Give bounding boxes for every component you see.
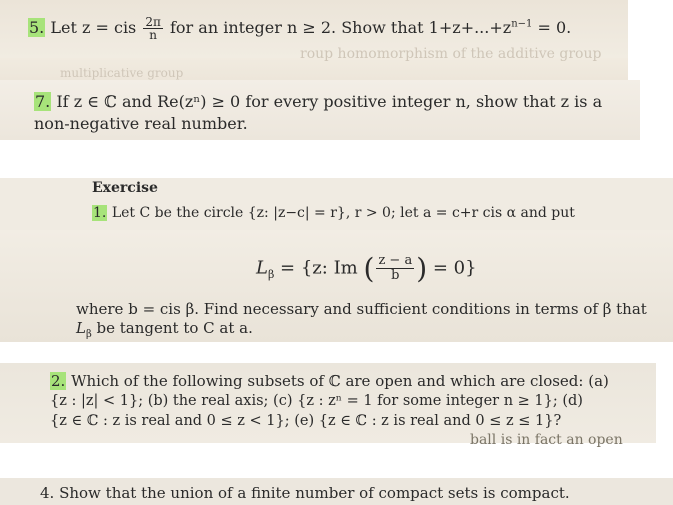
problem-5-tail: = 0. bbox=[532, 18, 572, 37]
line3-sub: β bbox=[85, 329, 92, 340]
exercise-1-number: 1. bbox=[93, 205, 107, 221]
eq-frac-num: z − a bbox=[378, 253, 413, 268]
problem-4-number: 4. bbox=[40, 484, 55, 502]
ghost-text-line-1: roup homomorphism of the additive group bbox=[300, 46, 602, 62]
eq-mid: = {z: Im bbox=[280, 257, 358, 279]
line3-text: be tangent to C at a. bbox=[96, 319, 253, 337]
problem-2-line-1 bbox=[50, 372, 609, 390]
problem-7-line1-text: If z ∈ ℂ and Re(zⁿ) ≥ 0 for every positive integer n, show that z is a bbox=[56, 92, 603, 111]
problem-5-exponent: n−1 bbox=[511, 18, 533, 30]
exercise-1-line1-text: Let C be the circle {z: |z−c| = r}, r > 0; let a = c+r cis α and put bbox=[111, 205, 575, 221]
exercise-1-line-2: where b = cis β. Find necessary and sufficient conditions in terms of β that bbox=[76, 300, 647, 318]
exercise-1-line-3 bbox=[76, 319, 253, 340]
problem-7-line-2: non-negative real number. bbox=[34, 114, 248, 133]
problem-5-fraction bbox=[143, 16, 163, 41]
problem-2-number: 2. bbox=[51, 372, 66, 390]
eq-right: = 0} bbox=[432, 257, 477, 279]
problem-2-ghost-tail: ball is in fact an open bbox=[470, 432, 623, 448]
line3-L: L bbox=[76, 319, 86, 337]
exercise-heading: Exercise bbox=[92, 180, 158, 196]
problem-5-before: Let z = cis bbox=[50, 18, 137, 37]
exercise-equation: $L_\beta = \{z$: Im ( $\frac{z - a}{b}$ ) = 0} bbox=[256, 252, 477, 285]
problem-2-line-3: {z ∈ ℂ : z is real and 0 ≤ z < 1}; (e) {z ∈ ℂ : z is real and 0 ≤ z ≤ 1}? bbox=[50, 413, 562, 429]
exercise-1-line-1 bbox=[92, 205, 575, 221]
problem-4-text: Show that the union of a finite number of compact sets is compact. bbox=[59, 484, 570, 502]
problem-7-number: 7. bbox=[35, 92, 51, 111]
problem-7-line-1 bbox=[34, 92, 602, 111]
eq-fraction bbox=[376, 254, 414, 283]
problem-2-line1-text: Which of the following subsets of ℂ are open and which are closed: (a) bbox=[71, 372, 609, 390]
problem-4-line bbox=[40, 484, 570, 502]
eq-frac-den: b bbox=[391, 268, 400, 283]
problem-5-number: 5. bbox=[29, 18, 45, 37]
problem-2-line-2: {z : |z| < 1}; (b) the real axis; (c) {z : zⁿ = 1 for some integer n ≥ 1}; (d) bbox=[50, 393, 583, 409]
eq-sub: β bbox=[267, 268, 275, 282]
problem-5-text bbox=[28, 16, 571, 41]
problem-5-after: for an integer n ≥ 2. Show that 1+z+...+z bbox=[169, 18, 512, 37]
problem-5-frac-num: 2π bbox=[145, 15, 161, 29]
ghost-text-line-2: multiplicative group bbox=[60, 66, 184, 80]
eq-L: L bbox=[256, 257, 268, 279]
problem-5-frac-den: n bbox=[149, 28, 157, 42]
